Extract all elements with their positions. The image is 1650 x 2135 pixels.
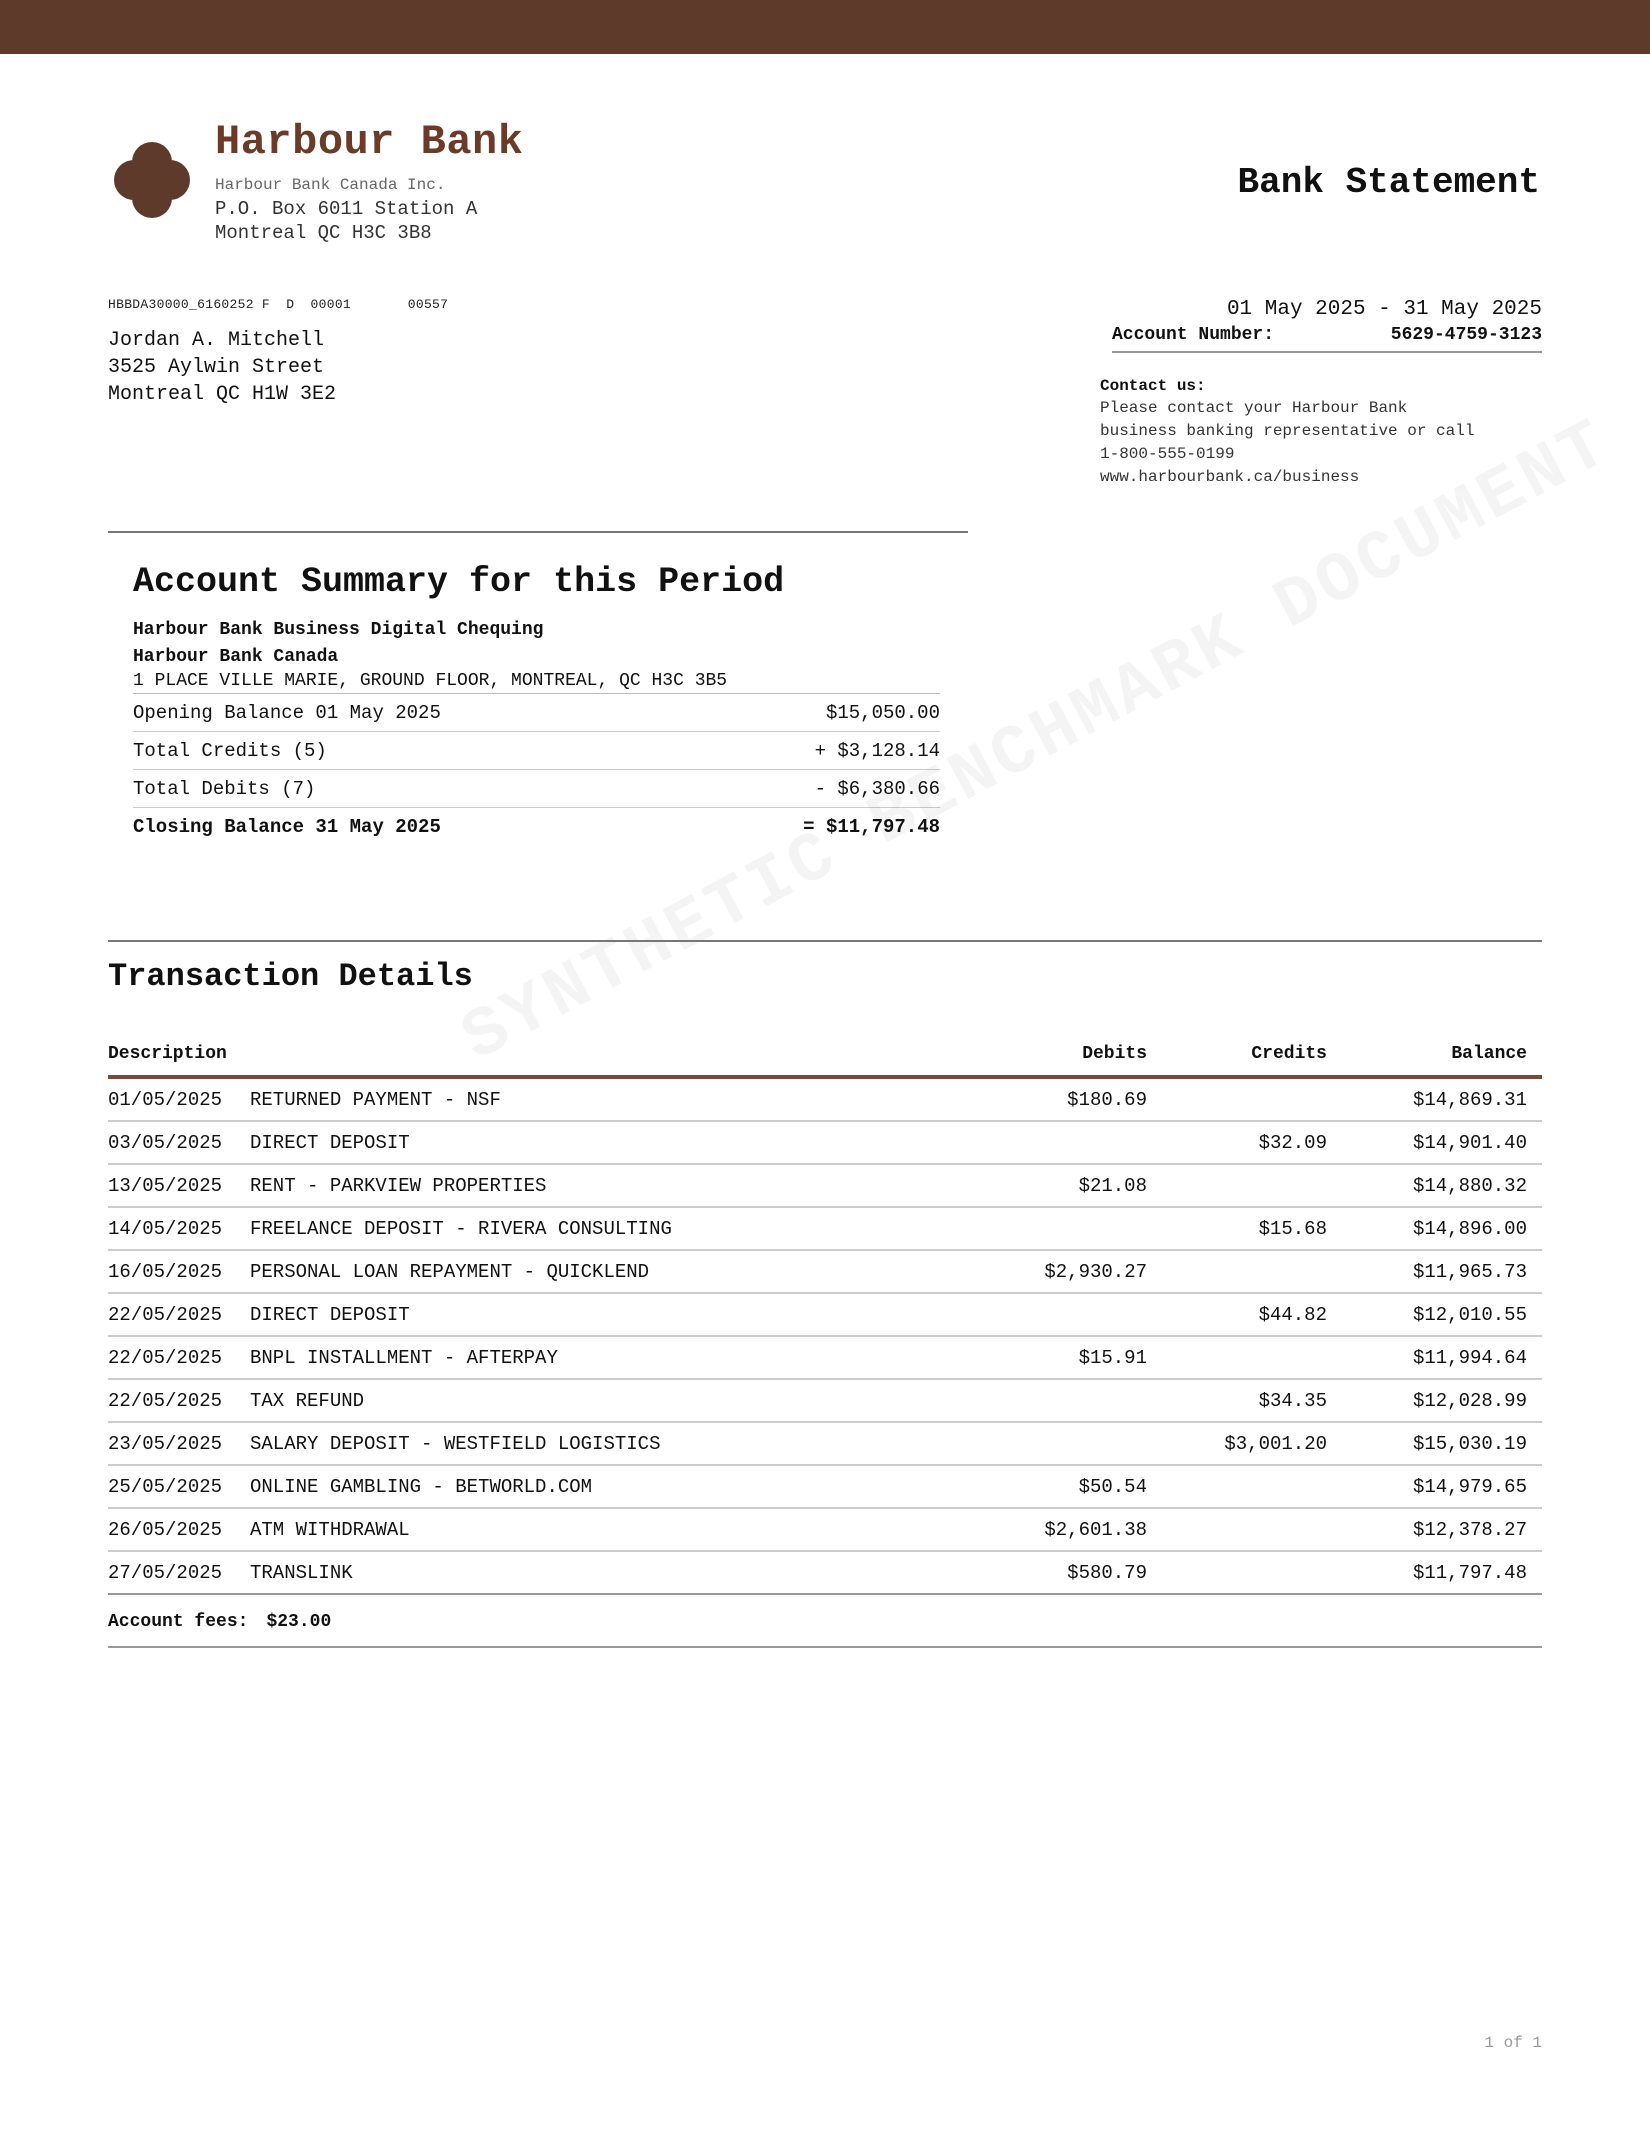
page-number: 1 of 1 xyxy=(1484,2034,1542,2052)
cell-credit: $15.68 xyxy=(1258,1217,1327,1240)
cell-date: 27/05/2025 xyxy=(108,1561,223,1584)
recipient-address xyxy=(108,327,336,408)
summary-label: Opening Balance 01 May 2025 xyxy=(133,701,441,724)
cell-description-text: PERSONAL LOAN REPAYMENT - QUICKLEND xyxy=(250,1260,650,1283)
cell-balance: $14,869.31 xyxy=(1412,1088,1527,1111)
header-balance: Balance xyxy=(1451,1044,1527,1064)
statement-period: 01 May 2025 - 31 May 2025 xyxy=(1226,298,1542,321)
cell-debit: $2,930.27 xyxy=(1044,1260,1147,1283)
cell-description xyxy=(108,1304,997,1326)
header-description: Description xyxy=(108,1044,227,1064)
cell-description xyxy=(108,1347,997,1369)
cell-balance: $12,028.99 xyxy=(1412,1389,1527,1412)
summary-label: Closing Balance 31 May 2025 xyxy=(133,815,441,838)
table-row xyxy=(108,1552,1542,1595)
cell-debit: $50.54 xyxy=(1078,1475,1147,1498)
table-row xyxy=(108,1380,1542,1423)
summary-bank: Harbour Bank Canada xyxy=(133,647,339,667)
cell-description-text: SALARY DEPOSIT - WESTFIELD LOGISTICS xyxy=(250,1432,661,1455)
contact-line1: Please contact your Harbour Bank xyxy=(1100,399,1408,417)
account-fees xyxy=(108,1612,1542,1648)
summary-label: Total Debits (7) xyxy=(133,777,316,800)
cell-description-text: DIRECT DEPOSIT xyxy=(250,1303,410,1326)
cell-credit: $3,001.20 xyxy=(1224,1432,1327,1455)
cell-date: 13/05/2025 xyxy=(108,1174,223,1197)
cell-description xyxy=(108,1218,997,1240)
cell-balance: $14,979.65 xyxy=(1412,1475,1527,1498)
cell-date: 01/05/2025 xyxy=(108,1088,223,1111)
cell-balance: $15,030.19 xyxy=(1412,1432,1527,1455)
cell-debit: $15.91 xyxy=(1078,1346,1147,1369)
bank-address-line1: P.O. Box 6011 Station A xyxy=(215,198,478,220)
cell-credit: $32.09 xyxy=(1258,1131,1327,1154)
summary-row xyxy=(133,770,940,808)
table-row xyxy=(108,1294,1542,1337)
cell-debit: $2,601.38 xyxy=(1044,1518,1147,1541)
table-row xyxy=(108,1208,1542,1251)
cell-date: 23/05/2025 xyxy=(108,1432,223,1455)
cell-credit: $34.35 xyxy=(1258,1389,1327,1412)
cell-description xyxy=(108,1390,997,1412)
table-header xyxy=(108,1033,1542,1079)
table-row xyxy=(108,1251,1542,1294)
cell-debit: $180.69 xyxy=(1067,1088,1147,1111)
table-body xyxy=(108,1079,1542,1595)
cell-balance: $14,896.00 xyxy=(1412,1217,1527,1240)
cell-description xyxy=(108,1433,997,1455)
cell-description-text: ATM WITHDRAWAL xyxy=(250,1518,410,1541)
cell-description xyxy=(108,1261,997,1283)
header-credits: Credits xyxy=(1251,1044,1327,1064)
cell-description xyxy=(108,1476,997,1498)
summary-value: = $11,797.48 xyxy=(803,815,940,838)
summary-row xyxy=(133,694,940,732)
cell-description-text: TAX REFUND xyxy=(250,1389,365,1412)
contact-line2: business banking representative or call xyxy=(1100,422,1475,440)
cell-description xyxy=(108,1175,997,1197)
cell-description-text: DIRECT DEPOSIT xyxy=(250,1131,410,1154)
statement-period-box xyxy=(1112,298,1542,353)
header-debits: Debits xyxy=(1082,1044,1147,1064)
header-bar xyxy=(0,0,1650,54)
transactions-title: Transaction Details xyxy=(108,958,473,995)
cell-balance: $11,994.64 xyxy=(1412,1346,1527,1369)
cell-balance: $12,378.27 xyxy=(1412,1518,1527,1541)
document-title: Bank Statement xyxy=(1237,162,1540,203)
contact-website[interactable]: www.harbourbank.ca/business xyxy=(1100,468,1360,486)
cell-description xyxy=(108,1089,997,1111)
recipient-city: Montreal QC H1W 3E2 xyxy=(108,383,337,406)
recipient-street: 3525 Aylwin Street xyxy=(108,356,325,379)
transactions-divider xyxy=(108,940,1542,942)
summary-divider xyxy=(108,531,968,533)
table-row xyxy=(108,1423,1542,1466)
summary-label: Total Credits (5) xyxy=(133,739,327,762)
table-row xyxy=(108,1337,1542,1380)
fees-value: $23.00 xyxy=(266,1612,332,1632)
cell-date: 03/05/2025 xyxy=(108,1131,223,1154)
cell-description xyxy=(108,1519,997,1541)
cell-date: 26/05/2025 xyxy=(108,1518,223,1541)
cell-description-text: BNPL INSTALLMENT - AFTERPAY xyxy=(250,1346,558,1369)
cell-date: 16/05/2025 xyxy=(108,1260,223,1283)
bank-address-line2: Montreal QC H3C 3B8 xyxy=(215,222,432,244)
cell-balance: $14,880.32 xyxy=(1412,1174,1527,1197)
bank-legal-name: Harbour Bank Canada Inc. xyxy=(215,176,446,194)
summary-row xyxy=(133,732,940,770)
cell-debit: $580.79 xyxy=(1067,1561,1147,1584)
summary-title: Account Summary for this Period xyxy=(133,562,785,602)
cell-description-text: RENT - PARKVIEW PROPERTIES xyxy=(250,1174,547,1197)
table-row xyxy=(108,1079,1542,1122)
bank-name: Harbour Bank xyxy=(215,118,524,166)
summary-product: Harbour Bank Business Digital Chequing xyxy=(133,620,544,640)
cell-credit: $44.82 xyxy=(1258,1303,1327,1326)
cell-debit: $21.08 xyxy=(1078,1174,1147,1197)
cell-balance: $11,965.73 xyxy=(1412,1260,1527,1283)
cell-balance: $11,797.48 xyxy=(1412,1561,1527,1584)
cell-description xyxy=(108,1562,997,1584)
table-row xyxy=(108,1122,1542,1165)
cell-description xyxy=(108,1132,997,1154)
cell-description-text: RETURNED PAYMENT - NSF xyxy=(250,1088,501,1111)
recipient-name: Jordan A. Mitchell xyxy=(108,329,325,352)
account-number: 5629-4759-3123 xyxy=(1390,325,1542,345)
cell-date: 22/05/2025 xyxy=(108,1389,223,1412)
cell-date: 22/05/2025 xyxy=(108,1303,223,1326)
cell-date: 22/05/2025 xyxy=(108,1346,223,1369)
contact-phone: 1-800-555-0199 xyxy=(1100,445,1235,463)
cell-description-text: TRANSLINK xyxy=(250,1561,353,1584)
account-summary xyxy=(133,562,940,845)
cell-balance: $14,901.40 xyxy=(1412,1131,1527,1154)
table-row xyxy=(108,1165,1542,1208)
cell-balance: $12,010.55 xyxy=(1412,1303,1527,1326)
cell-description-text: FREELANCE DEPOSIT - RIVERA CONSULTING xyxy=(250,1217,672,1240)
account-number-row xyxy=(1112,325,1542,353)
table-row xyxy=(108,1509,1542,1552)
summary-value: - $6,380.66 xyxy=(814,777,940,800)
summary-value: + $3,128.14 xyxy=(814,739,940,762)
quatrefoil-logo-icon xyxy=(112,140,192,220)
cell-date: 14/05/2025 xyxy=(108,1217,223,1240)
mailing-code: HBBDA30000_6160252 F D 00001 00557 xyxy=(108,297,449,312)
bank-address-block xyxy=(215,173,477,245)
cell-date: 25/05/2025 xyxy=(108,1475,223,1498)
table-row xyxy=(108,1466,1542,1509)
fees-label: Account fees: xyxy=(108,1612,249,1632)
transactions-table xyxy=(108,1033,1542,1595)
summary-address: 1 PLACE VILLE MARIE, GROUND FLOOR, MONTREAL, QC H3C 3B5 xyxy=(133,669,940,694)
cell-description-text: ONLINE GAMBLING - BETWORLD.COM xyxy=(250,1475,593,1498)
account-number-label: Account Number: xyxy=(1112,325,1275,345)
contact-title: Contact us: xyxy=(1100,377,1206,395)
summary-value: $15,050.00 xyxy=(825,701,940,724)
